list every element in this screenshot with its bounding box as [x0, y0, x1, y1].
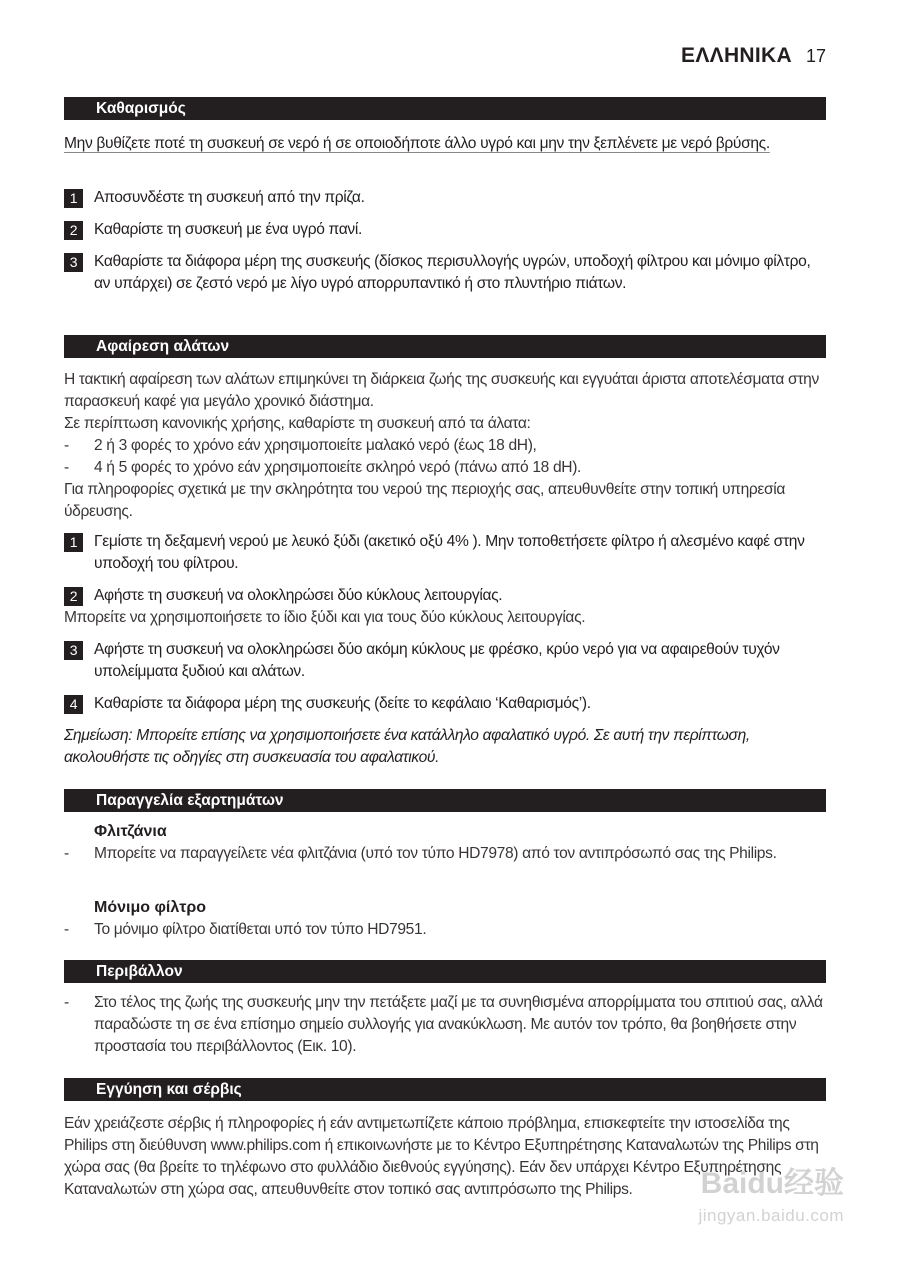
step-number: 1 — [64, 189, 83, 208]
descaling-note: Σημείωση: Μπορείτε επίσης να χρησιμοποιήσετε ένα κατάλληλο αφαλατικό υγρό. Σε αυτή την περίπτωση, ακολουθήστε τις οδηγίες στη συσκευασία του αφαλατικού. — [64, 727, 750, 766]
descaling-step — [64, 693, 826, 715]
descaling-intro: Η τακτική αφαίρεση των αλάτων επιμηκύνει τη διάρκεια ζωής της συσκευής και εγγυάται άριστα αποτελέσματα στην παρασκευή καφέ για μεγάλο χρονικό διάστημα. — [64, 371, 819, 410]
list-item: - Μπορείτε να παραγγείλετε νέα φλιτζάνια (υπό τον τύπο HD7978) από τον αντιπρόσωπό σας της Philips. — [64, 845, 777, 862]
guarantee-text: Εάν χρειάζεστε σέρβις ή πληροφορίες ή εάν αντιμετωπίζετε κάποιο πρόβλημα, επισκεφτείτε την ιστοσελίδα της Philips στη διεύθυνση www.philips.com ή επικοινωνήστε με το Κέντρο Εξυπηρέτησης Καταναλωτών της Philips στη χώρα σας (θα βρείτε το τηλέφωνο στο φυλλάδιο διεθνούς εγγύησης). Εάν δεν υπάρχει Κέντρο Εξυπηρέτησης Καταναλωτών στη χώρα σας, απευθυνθείτε στον τοπικό σας αντιπρόσωπο της Philips. — [64, 1115, 819, 1198]
cleaning-step — [64, 251, 826, 295]
section-heading-accessories: Παραγγελία εξαρτημάτων — [64, 789, 826, 812]
step-number: 2 — [64, 221, 83, 240]
list-item: - 2 ή 3 φορές το χρόνο εάν χρησιμοποιείτε μαλακό νερό (έως 18 dH), — [64, 437, 537, 454]
descaling-usage: Σε περίπτωση κανονικής χρήσης, καθαρίστε τη συσκευή από τα άλατα: — [64, 415, 531, 432]
step-text: Γεμίστε τη δεξαμενή νερού με λευκό ξύδι (ακετικό οξύ 4% ). Μην τοποθετήσετε φίλτρο ή αλεσμένο καφέ στην υποδοχή του φίλτρου. — [94, 533, 805, 572]
cleaning-step — [64, 187, 826, 209]
step-number: 1 — [64, 533, 83, 552]
step-text: Καθαρίστε τα διάφορα μέρη της συσκευής (δίσκος περισυλλογής υγρών, υποδοχή φίλτρου και μόνιμο φίλτρο, αν υπάρχει) σε ζεστό νερό με λίγο υγρό απορρυπαντικό ή στο πλυντήριο πιάτων. — [94, 253, 811, 292]
step-text: Αφήστε τη συσκευή να ολοκληρώσει δύο κύκλους λειτουργίας. — [94, 587, 503, 604]
step-number: 4 — [64, 695, 83, 714]
step-number: 3 — [64, 641, 83, 660]
list-item: - Στο τέλος της ζωής της συσκευής μην την πετάξετε μαζί με τα συνηθισμένα απορρίμματα του σπιτιού σας, αλλά παραδώστε τη σε ένα επίσημο σημείο συλλογής για ανακύκλωση. Με αυτόν τον τρόπο, θα βοηθήσετε στην προστασία του περιβάλλοντος (Εικ. 10). — [64, 994, 823, 1055]
step-note: Μπορείτε να χρησιμοποιήσετε το ίδιο ξύδι και για τους δύο κύκλους λειτουργίας. — [64, 609, 586, 626]
cleaning-step — [64, 219, 826, 241]
watermark-logo: Baidu经验 jingyan.baidu.com — [698, 1167, 844, 1225]
language-label: ΕΛΛΗΝΙΚΑ — [681, 44, 792, 67]
list-item: - Το μόνιμο φίλτρο διατίθεται υπό τον τύπο HD7951. — [64, 921, 427, 938]
section-heading-cleaning: Καθαρισμός — [64, 97, 826, 120]
subheading-cups: Φλιτζάνια — [94, 823, 167, 840]
step-text: Αποσυνδέστε τη συσκευή από την πρίζα. — [94, 189, 365, 206]
descaling-water-info: Για πληροφορίες σχετικά με την σκληρότητα του νερού της περιοχής σας, απευθυνθείτε στην τοπική υπηρεσία ύδρευσης. — [64, 481, 786, 520]
descaling-step — [64, 639, 826, 683]
step-text: Καθαρίστε τη συσκευή με ένα υγρό πανί. — [94, 221, 362, 238]
cleaning-warning: Μην βυθίζετε ποτέ τη συσκευή σε νερό ή σε οποιοδήποτε άλλο υγρό και μην την ξεπλένετε με νερό βρύσης. — [64, 135, 770, 152]
section-heading-descaling: Αφαίρεση αλάτων — [64, 335, 826, 358]
step-text: Αφήστε τη συσκευή να ολοκληρώσει δύο ακόμη κύκλους με φρέσκο, κρύο νερό για να αφαιρεθούν τυχόν υπολείμματα ξυδιού και αλάτων. — [94, 641, 780, 680]
section-heading-guarantee: Εγγύηση και σέρβις — [64, 1078, 826, 1101]
page-header — [681, 44, 826, 68]
list-item: - 4 ή 5 φορές το χρόνο εάν χρησιμοποιείτε σκληρό νερό (πάνω από 18 dH). — [64, 459, 582, 476]
step-number: 2 — [64, 587, 83, 606]
page-number: 17 — [805, 46, 826, 66]
descaling-step — [64, 531, 826, 575]
subheading-filter: Μόνιμο φίλτρο — [94, 899, 207, 916]
step-number: 3 — [64, 253, 83, 272]
section-heading-environment: Περιβάλλον — [64, 960, 826, 983]
descaling-step — [64, 585, 826, 607]
step-text: Καθαρίστε τα διάφορα μέρη της συσκευής (δείτε το κεφάλαιο ‘Καθαρισμός’). — [94, 695, 591, 712]
